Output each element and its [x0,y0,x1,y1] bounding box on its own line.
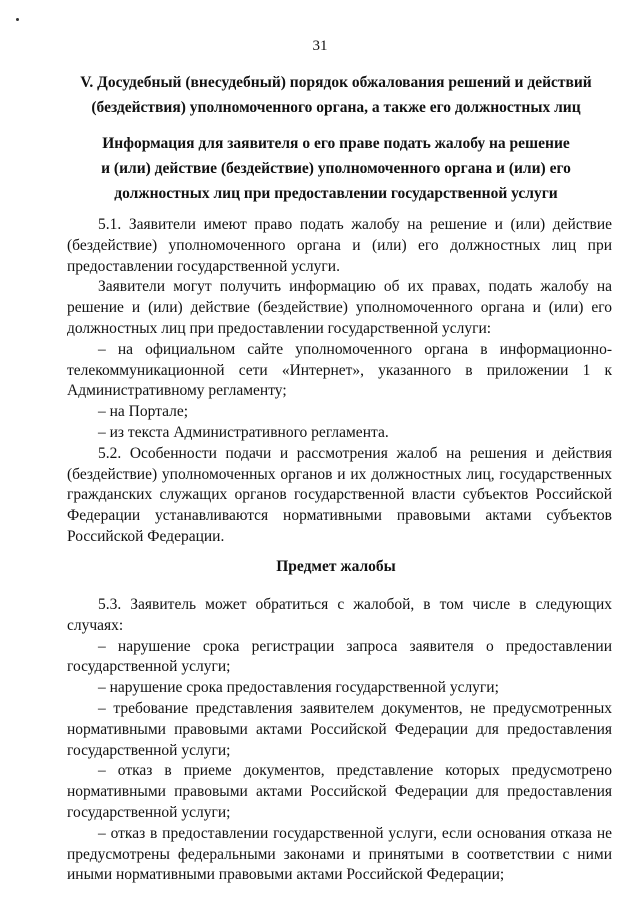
subsection-title-line: и (или) действие (бездействие) уполномоченного органа и (или) его [101,160,571,177]
list-item: – нарушение срока регистрации запроса заявителя о предоставлении государственной услуги; [67,637,612,676]
paragraph: Заявители могут получить информацию об их правах, подать жалобу на решение и (или) действие (бездействие) уполномоченного органа и (или) его должностных лиц при предоставлении государственной услуги: [67,278,612,337]
list-item: – отказ в приеме документов, представление которых предусмотрено нормативными правовыми актами Российской Федерации для предоставления государственной услуги; [67,762,612,821]
subject-title: Предмет жалобы [276,558,396,575]
section-title [60,70,612,120]
list-item: – требование представления заявителем документов, не предусмотренных нормативными правовыми актами Российской Федерации для предоставления государственной услуги; [67,699,612,759]
subsection-title-line: должностных лиц при предоставлении государственной услуги [114,185,558,202]
scan-speck [16,18,19,21]
paragraph: 5.1. Заявители имеют право подать жалобу на решение и (или) действие (бездействие) уполномоченного органа и (или) его должностных лиц при предоставлении государственной услуги. [67,216,612,275]
section-title-line: (бездействия) уполномоченного органа, а также его должностных лиц [91,99,581,116]
paragraph: 5.2. Особенности подачи и рассмотрения жалоб на решения и действия (бездействие) уполномоченных органов и их должностных лиц, государственных гражданских служащих органов государственной власти субъектов Российской Федерации устанавливаются нормативными правовыми актами субъектов Российской Федерации. [67,444,612,545]
body-text-block-a [67,215,612,548]
subsection-title [60,131,612,206]
subsection-title-line: Информация для заявителя о его праве подать жалобу на решение [102,135,570,152]
list-item: – на официальном сайте уполномоченного органа в информационно-телекоммуникационной сети «Интернет», указанного в приложении 1 к Административному регламенту; [67,340,612,400]
list-item: – отказ в предоставлении государственной услуги, если основания отказа не предусмотрены федеральными законами и принятыми в соответствии с ними иными нормативными правовыми актами Российской Федерации; [67,824,612,884]
paragraph: 5.3. Заявитель может обратиться с жалобой, в том числе в следующих случаях: [67,596,612,634]
body-text-block-b [67,595,612,886]
section-title-line: V. Досудебный (внесудебный) порядок обжалования решений и действий [80,74,592,91]
list-item: – нарушение срока предоставления государственной услуги; [98,679,499,697]
list-item: – из текста Административного регламента. [98,423,389,441]
list-item: – на Портале; [98,403,189,421]
page-number: 31 [312,38,328,54]
